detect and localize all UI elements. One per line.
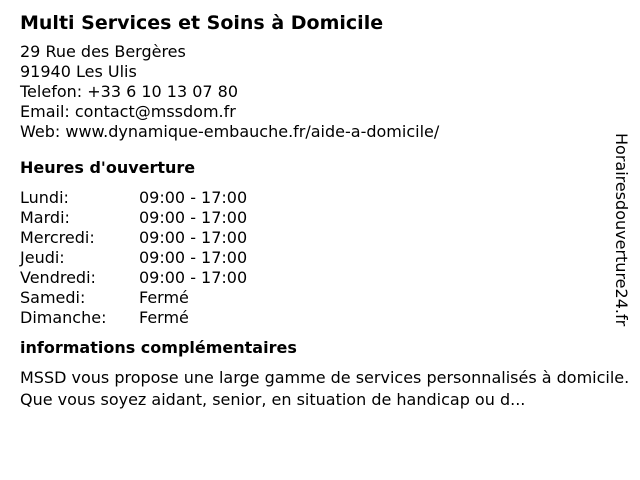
hours-heading: Heures d'ouverture [20,158,196,177]
email-address: Email: contact@mssdom.fr [20,102,236,121]
hours-row-friday [20,268,610,288]
hours-row-thursday [20,248,610,268]
time-value: 09:00 - 17:00 [139,268,248,287]
day-label: Jeudi: [20,248,65,267]
address-city: 91940 Les Ulis [20,62,137,81]
time-value: 09:00 - 17:00 [139,228,248,247]
hours-row-saturday [20,288,610,308]
hours-table [20,188,610,328]
hours-row-wednesday [20,228,610,248]
website-address: Web: www.dynamique-embauche.fr/aide-a-domicile/ [20,122,440,141]
site-watermark: Horairesdouverture24.fr [612,133,631,327]
business-name: Multi Services et Soins à Domicile [20,12,384,34]
day-label: Lundi: [20,188,69,207]
time-value: 09:00 - 17:00 [139,248,248,267]
hours-row-monday [20,188,610,208]
day-label: Dimanche: [20,308,107,327]
day-label: Mardi: [20,208,70,227]
info-description: MSSD vous propose une large gamme de services personnalisés à domicile. Que vous soyez aidant, senior, en situation de handicap ou d... [20,368,630,409]
contact-block [20,42,610,142]
time-value: 09:00 - 17:00 [139,208,248,227]
day-label: Mercredi: [20,228,95,247]
day-label: Vendredi: [20,268,96,287]
hours-row-sunday [20,308,610,328]
hours-row-tuesday [20,208,610,228]
day-label: Samedi: [20,288,86,307]
time-value: Fermé [139,288,189,307]
phone-number: Telefon: +33 6 10 13 07 80 [20,82,239,101]
time-value: 09:00 - 17:00 [139,188,248,207]
time-value: Fermé [139,308,189,327]
address-street: 29 Rue des Bergères [20,42,186,61]
info-heading: informations complémentaires [20,338,297,357]
